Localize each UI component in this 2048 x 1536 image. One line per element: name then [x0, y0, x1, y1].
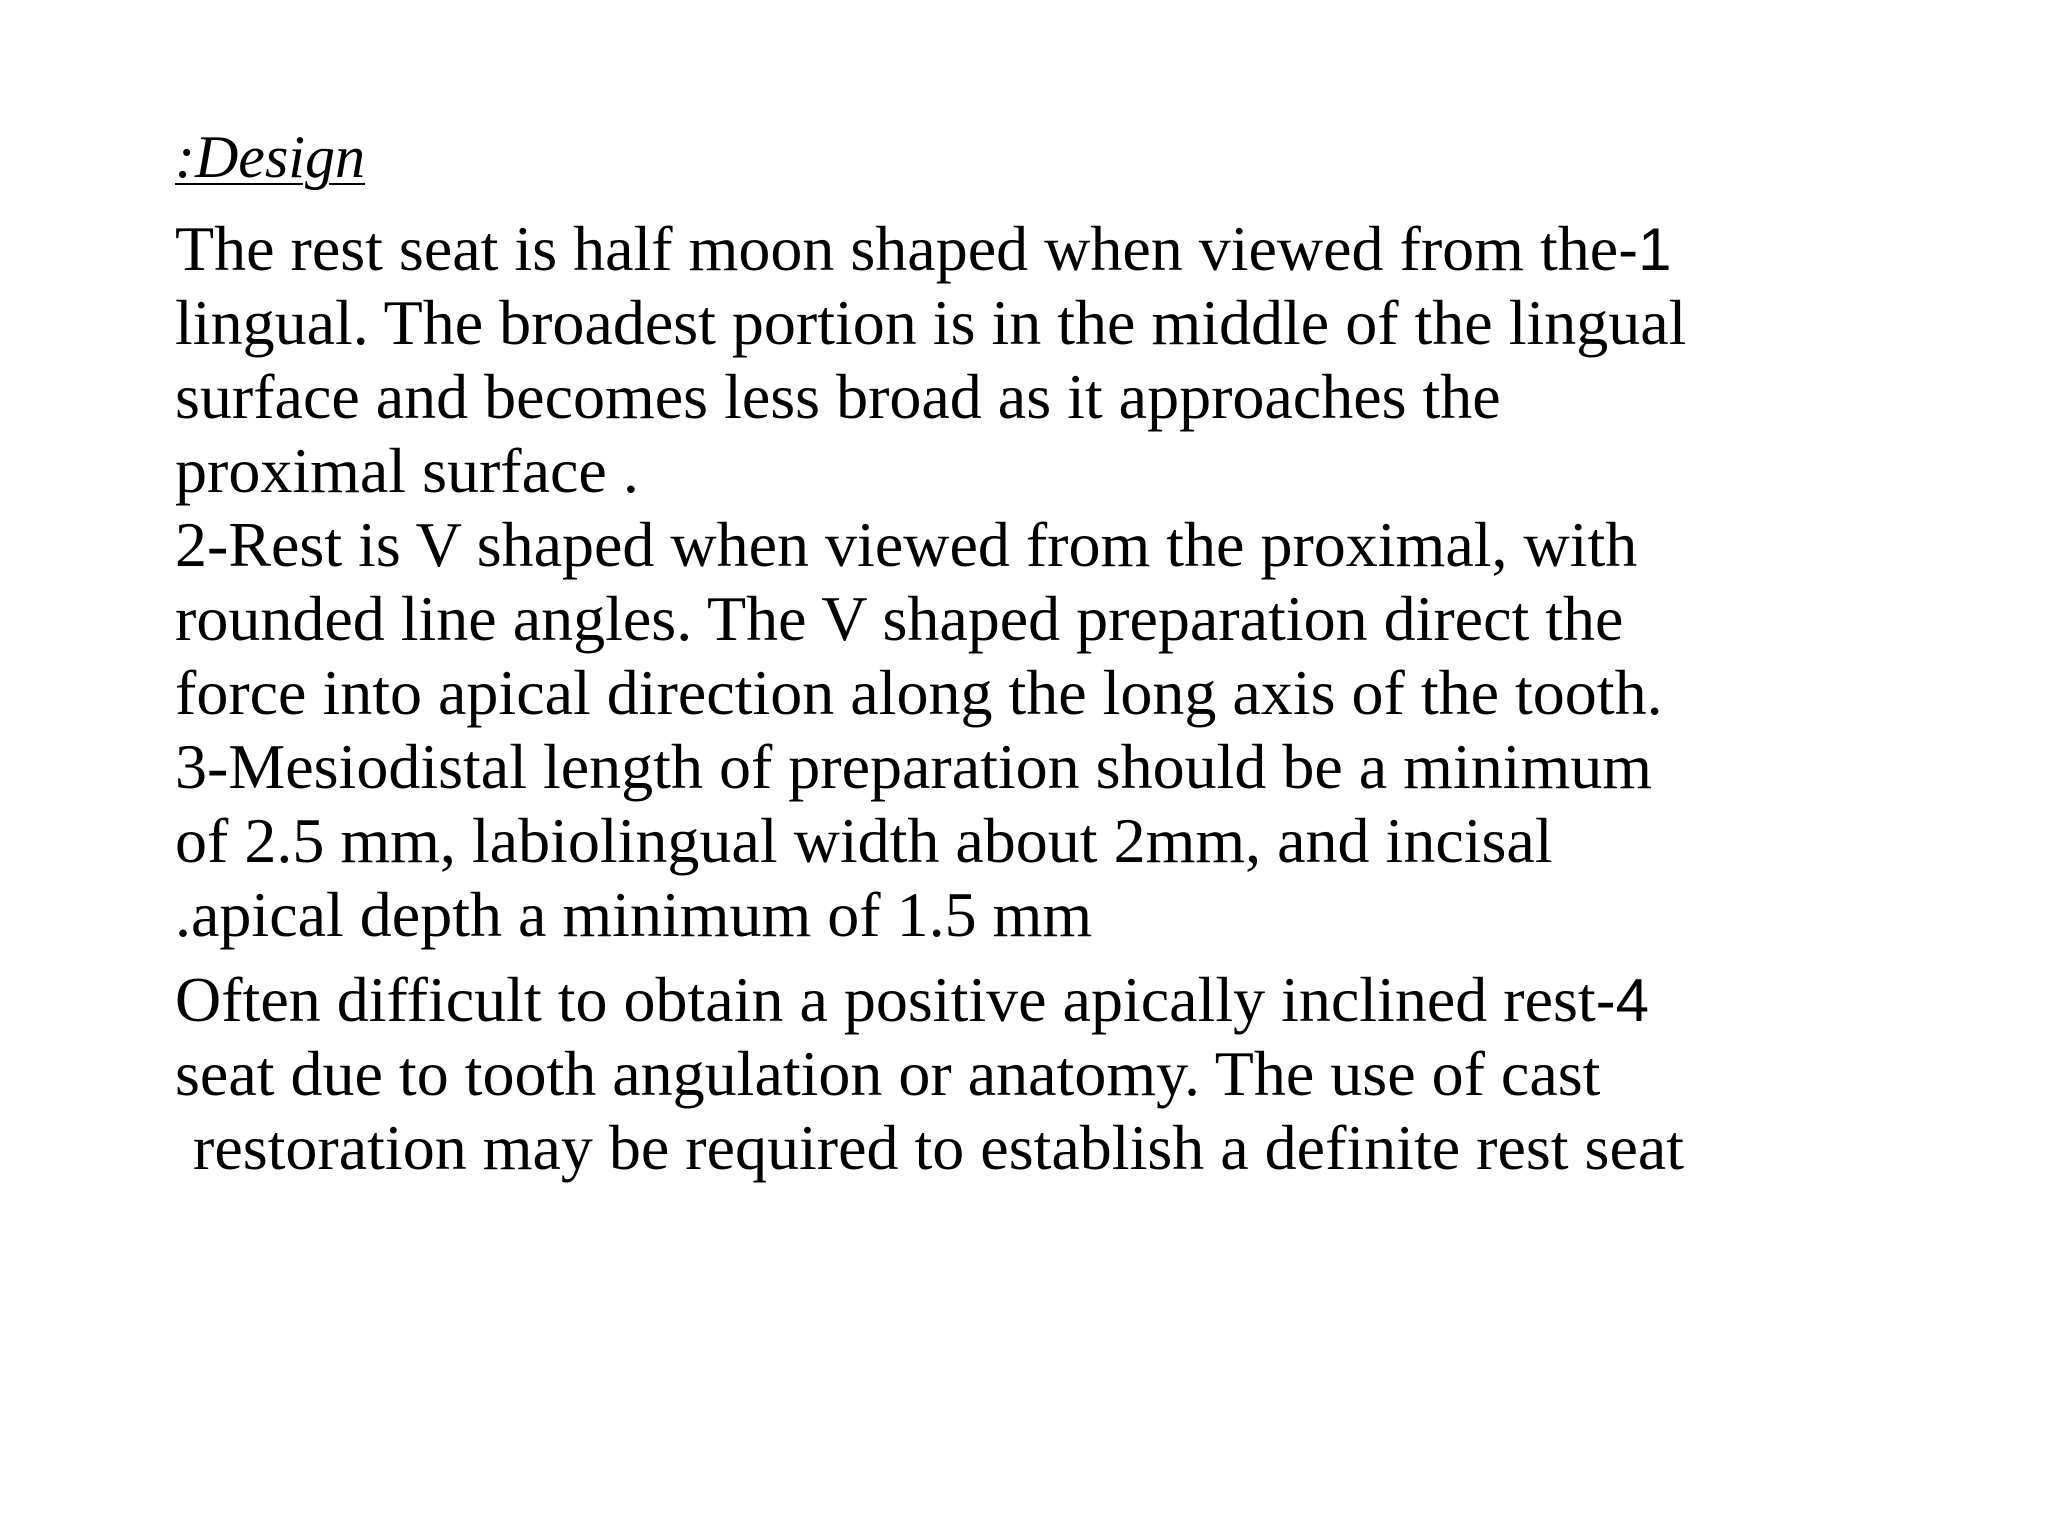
- point-4-line-3: restoration may be required to establish a definite rest seat: [193, 1112, 1685, 1183]
- point-1-number: -1: [1618, 216, 1672, 283]
- point-3-line-2: of 2.5 mm, labiolingual width about 2mm, and incisal: [175, 805, 1553, 876]
- point-1-line-4: proximal surface .: [175, 435, 639, 506]
- point-1-line-3: surface and becomes less broad as it approaches the: [175, 361, 1501, 432]
- point-2-line-3: force into apical direction along the long axis of the tooth.: [175, 657, 1663, 728]
- point-4-number: -4: [1595, 967, 1650, 1034]
- point-1-line-1: [175, 212, 1671, 287]
- slide-title: :Design: [175, 124, 365, 190]
- point-1-line-1-text: The rest seat is half moon shaped when viewed from the: [175, 213, 1619, 284]
- point-1-line-2: lingual. The broadest portion is in the middle of the lingual: [175, 287, 1687, 358]
- point-3-line-1: 3-Mesiodistal length of preparation should be a minimum: [175, 731, 1653, 802]
- point-4-line-2: seat due to tooth angulation or anatomy. The use of cast: [175, 1038, 1601, 1109]
- point-2-line-2: rounded line angles. The V shaped preparation direct the: [175, 583, 1624, 654]
- point-4-line-1: [175, 963, 1649, 1038]
- point-3-line-3: .apical depth a minimum of 1.5 mm: [175, 879, 1093, 950]
- point-2-line-1: 2-Rest is V shaped when viewed from the proximal, with: [175, 509, 1638, 580]
- point-4-line-1-text: Often difficult to obtain a positive apically inclined rest: [175, 964, 1596, 1035]
